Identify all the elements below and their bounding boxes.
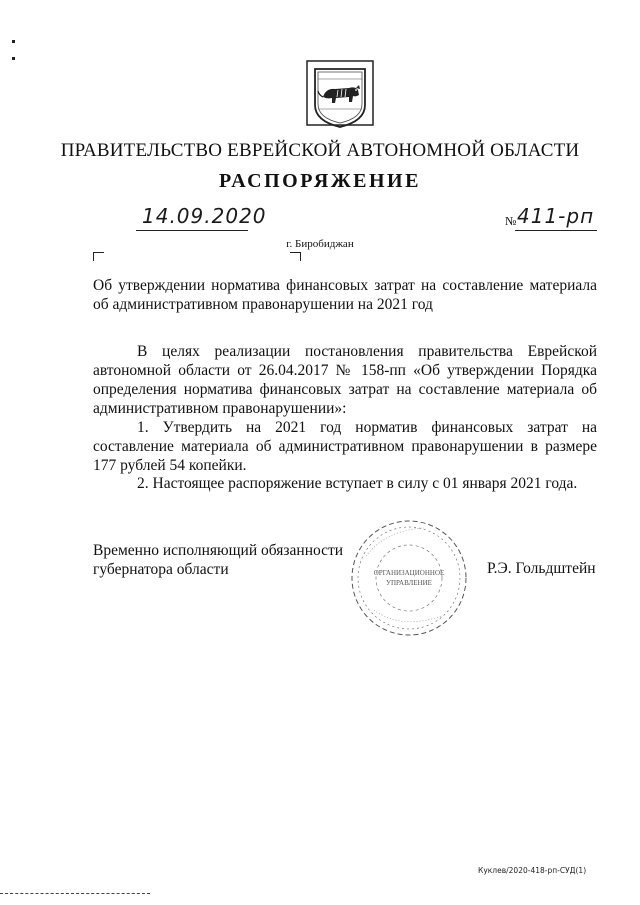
signatory-title-line: губернатора области (93, 561, 229, 578)
scan-mark (12, 40, 15, 43)
signatory-title-line: Временно исполняющий обязанности (93, 542, 344, 559)
body-paragraph: В целях реализации постановления правительства Еврейской автономной области от 26.04.2017 № 158-пп «Об утверждении Порядка определения норматива финансовых затрат на составление материала об административном правонарушении»: (93, 343, 597, 417)
city: г. Биробиджан (286, 238, 354, 250)
stamp-text: ОРГАНИЗАЦИОННОЕ (373, 569, 445, 577)
government-title: ПРАВИТЕЛЬСТВО ЕВРЕЙСКОЙ АВТОНОМНОЙ ОБЛАСТИ (60, 140, 580, 161)
official-stamp (346, 518, 472, 638)
document-type: РАСПОРЯЖЕНИЕ (219, 170, 421, 192)
subject-bracket-right (290, 252, 301, 261)
coat-of-arms-tiger-icon (303, 55, 377, 135)
signatory-name: Р.Э. Гольдштейн (487, 560, 596, 577)
body-paragraph: 2. Настоящее распоряжение вступает в силу с 01 января 2021 года. (137, 475, 578, 492)
bottom-scan-line (0, 893, 150, 894)
footer-code: Куклев/2020-418-рп-СУД(1) (478, 866, 587, 875)
subject-bracket-left (93, 252, 104, 261)
number-underline (515, 230, 597, 231)
document-number: 411-рп (517, 204, 595, 228)
date-underline (136, 230, 248, 231)
signatory-title (93, 541, 343, 579)
document-date: 14.09.2020 (142, 204, 267, 228)
body-paragraph: 1. Утвердить на 2021 год норматив финансовых затрат на составление материала об административном правонарушении в размере 177 рублей 54 копейки. (93, 419, 597, 474)
stamp-text: УПРАВЛЕНИЕ (386, 579, 432, 587)
scan-mark (12, 57, 15, 60)
number-prefix: № (505, 214, 517, 228)
document-subject: Об утверждении норматива финансовых затрат на составление материала об административном правонарушении на 2021 год (93, 277, 597, 313)
